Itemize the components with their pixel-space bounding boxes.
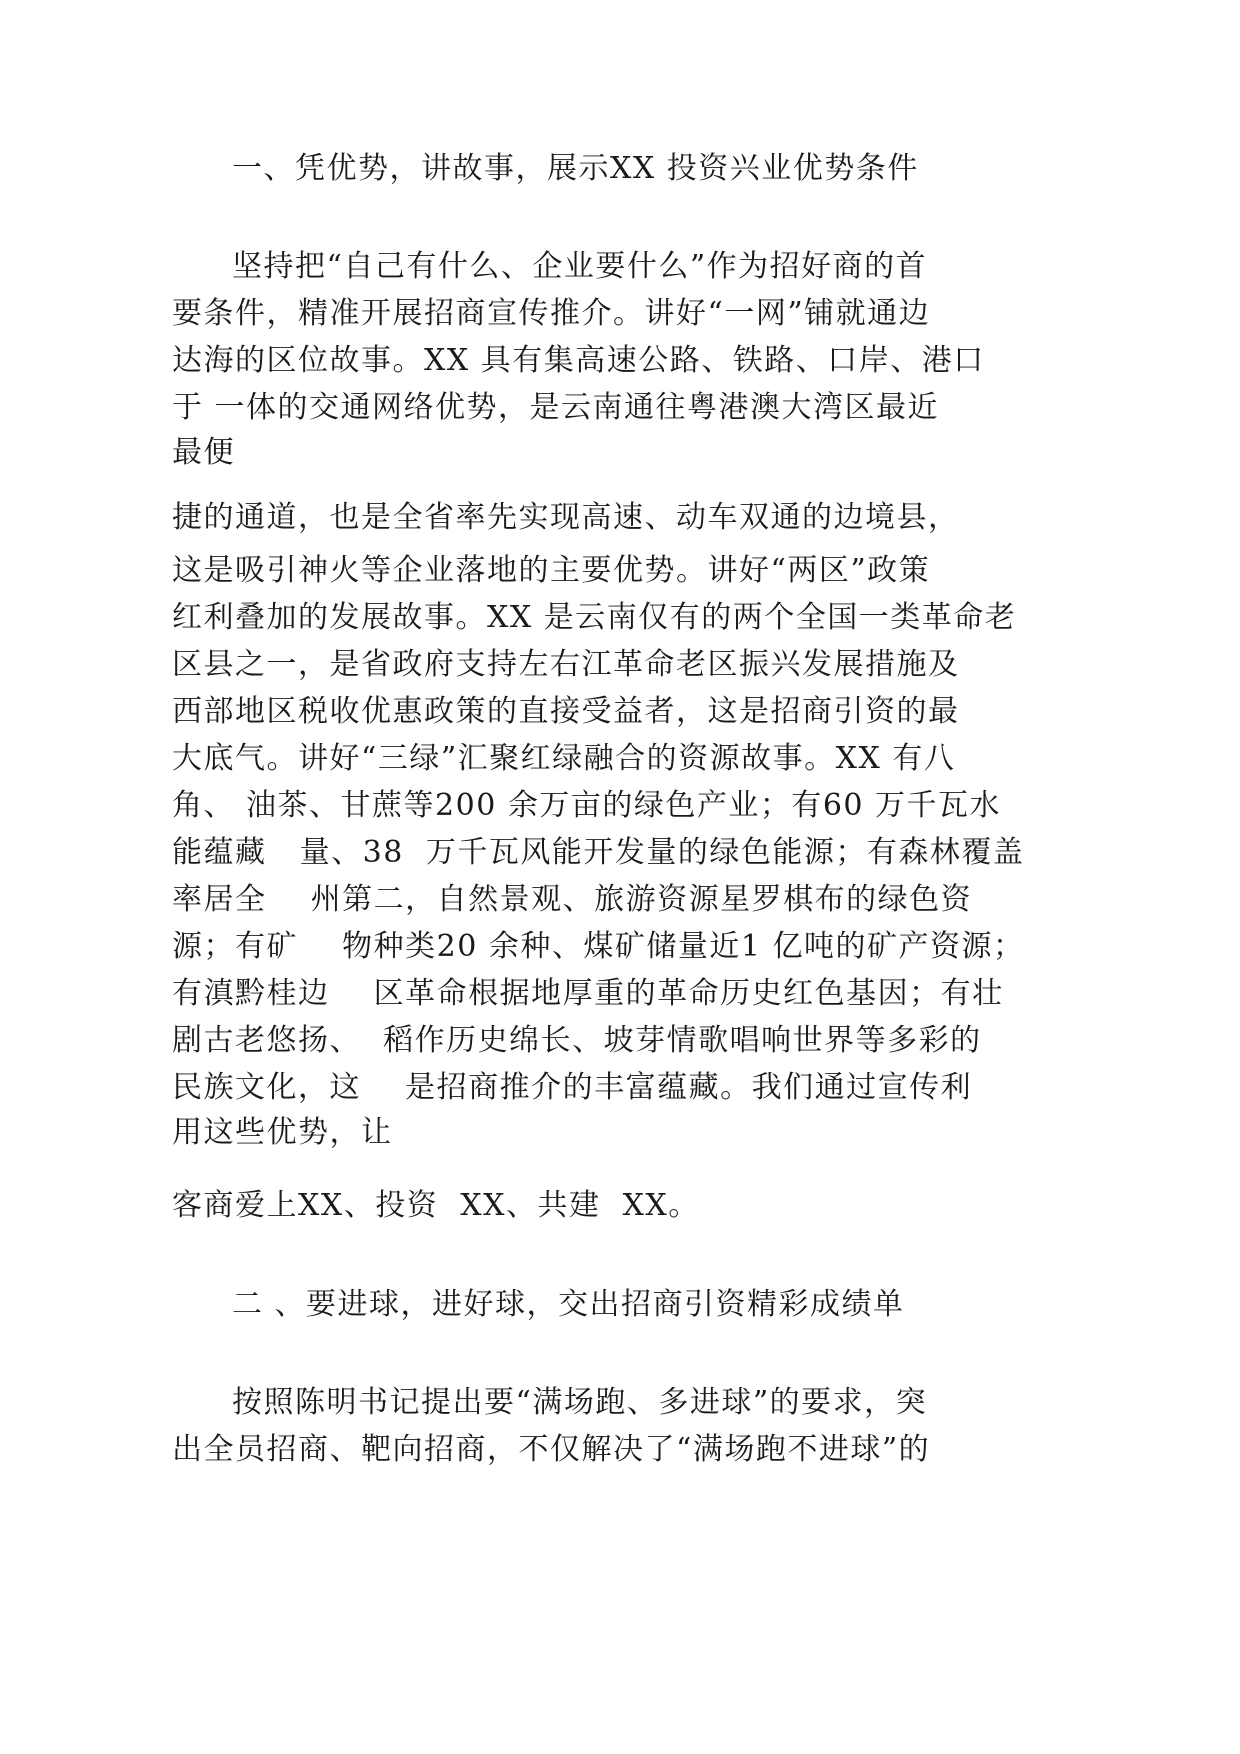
paragraph-2-line-4: 区县之一，是省政府支持左右江革命老区振兴发展措施及 [172,647,960,682]
paragraph-1-line-2: 要条件，精准开展招商宣传推介。讲好“一网”铺就通边 [172,296,931,331]
paragraph-4-line-1: 按照陈明书记提出要“满场跑、多进球”的要求，突 [232,1385,928,1420]
section-heading-1: 一、凭优势，讲故事，展示XX 投资兴业优势条件 [232,151,919,186]
paragraph-2-line-14: 用这些优势，让 [172,1115,393,1150]
paragraph-2-line-2: 这是吸引神火等企业落地的主要优势。讲好“两区”政策 [172,553,931,588]
paragraph-2-line-1: 捷的通道，也是全省率先实现高速、动车双通的边境县， [172,500,960,535]
paragraph-1-line-1: 坚持把“自己有什么、企业要什么”作为招好商的首 [232,249,928,284]
paragraph-2-line-5: 西部地区税收优惠政策的直接受益者，这是招商引资的最 [172,694,960,729]
paragraph-1-line-3: 达海的区位故事。XX 具有集高速公路、铁路、口岸、港口 [172,343,985,378]
paragraph-2-line-13: 民族文化，这 是招商推介的丰富蕴藏。我们通过宣传利 [172,1070,973,1105]
paragraph-2-line-3: 红利叠加的发展故事。XX 是云南仅有的两个全国一类革命老 [172,600,1017,635]
paragraph-2-line-8: 能蕴藏 量、38 万千瓦风能开发量的绿色能源；有森林覆盖 [172,835,1025,870]
paragraph-2-line-6: 大底气。讲好“三绿”汇聚红绿融合的资源故事。XX 有八 [172,741,956,776]
paragraph-2-line-10: 源；有矿 物种类20 余种、煤矿储量近1 亿吨的矿产资源； [172,929,1025,964]
section-heading-2: 二 、要进球，进好球，交出招商引资精彩成绩单 [232,1287,905,1322]
paragraph-1-line-5: 最便 [172,435,235,470]
paragraph-2-line-11: 有滇黔桂边 区革命根据地厚重的革命历史红色基因；有壮 [172,976,1004,1011]
paragraph-4-line-2: 出全员招商、靶向招商，不仅解决了“满场跑不进球”的 [172,1432,931,1467]
paragraph-2-line-12: 剧古老悠扬、 稻作历史绵长、坡芽情歌唱响世界等多彩的 [172,1023,982,1058]
paragraph-2-line-7: 角、 油茶、甘蔗等200 余万亩的绿色产业；有60 万千瓦水 [172,788,1002,823]
paragraph-1-line-4: 于 一体的交通网络优势，是云南通往粤港澳大湾区最近 [172,390,940,425]
paragraph-2-line-9: 率居全 州第二，自然景观、旅游资源星罗棋布的绿色资 [172,882,973,917]
paragraph-3: 客商爱上XX、投资 XX、共建 XX。 [172,1188,700,1223]
